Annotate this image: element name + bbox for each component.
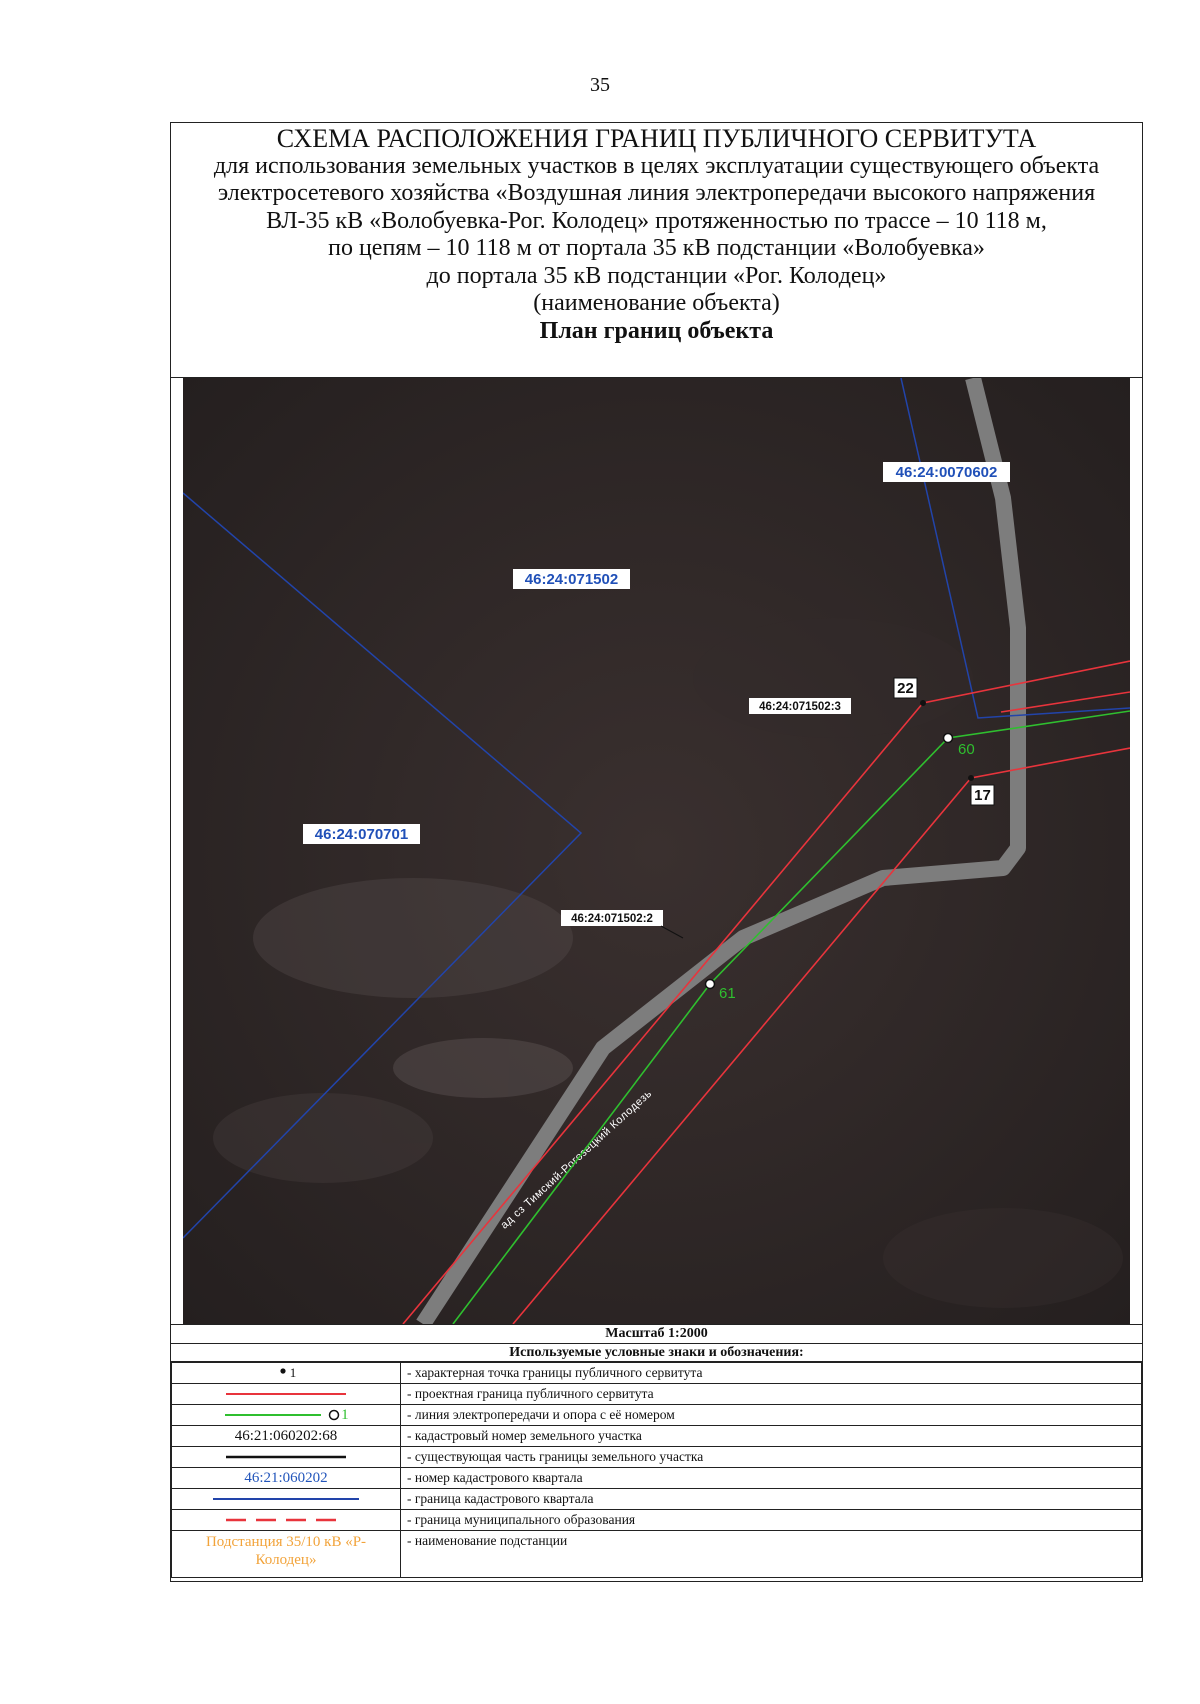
legend-table [171,1362,1142,1578]
svg-text:46:24:071502:2: 46:24:071502:2 [571,913,653,925]
legend-desc: - характерная точка границы публичного сервитута [401,1363,1142,1384]
legend-row [172,1363,1142,1384]
svg-text:46:24:071502:3: 46:24:071502:3 [759,701,841,713]
scale-text: Масштаб 1:2000 [171,1324,1142,1344]
legend-row [172,1426,1142,1447]
boundary-point-22 [920,700,926,706]
road-label: ад сз Тимский-Рогозецкий Колодезь [498,1087,655,1232]
svg-text:22: 22 [897,680,914,697]
legend-desc: - кадастровый номер земельного участка [401,1426,1142,1447]
legend-point-number: 1 [289,1364,297,1380]
legend-desc: - граница кадастрового квартала [401,1489,1142,1510]
legend-row [172,1531,1142,1578]
parcel-label-071502-3 [749,698,851,714]
parcel-label-071502-2 [561,910,663,926]
quarter-label-070701 [303,824,420,844]
legend-desc: - проектная граница публичного сервитута [401,1384,1142,1405]
legend-row [172,1447,1142,1468]
pole-61 [706,980,715,989]
legend-symbol-parcel-number: 46:21:060202:68 [172,1426,401,1447]
legend-symbol-substation: Подстанция 35/10 кВ «Р-Колодец» [172,1531,401,1578]
legend-symbol-quarter-number: 46:21:060202 [172,1468,401,1489]
legend-desc: - линия электропередачи и опора с её номером [401,1405,1142,1426]
svg-text:17: 17 [974,787,991,804]
legend-row [172,1405,1142,1426]
header-line: до портала 35 кВ подстанции «Рог. Колодец» [426,262,887,289]
legend-desc: - существующая часть границы земельного участка [401,1447,1142,1468]
point-label-17 [971,785,994,805]
header-line: для использования земельных участков в целях эксплуатации существующего объекта [213,152,1100,179]
point-label-22 [894,678,917,698]
header-line: ВЛ-35 кВ «Волобуевка-Рог. Колодец» протяженностью по трассе – 10 118 м, [266,207,1047,234]
svg-text:46:24:071502: 46:24:071502 [524,571,619,588]
legend-symbol-blue-line [172,1489,401,1510]
legend-symbol-point [172,1363,401,1384]
legend-row [172,1489,1142,1510]
legend-desc: - наименование подстанции [401,1531,1142,1578]
page-number: 35 [590,74,610,96]
legend-symbol-dashed-red-line [172,1510,401,1531]
pole-label-60: 60 [958,741,975,758]
legend-row [172,1384,1142,1405]
pole-60 [944,734,953,743]
legend-title: Используемые условные знаки и обозначения: [171,1344,1142,1362]
map [183,378,1130,1324]
quarter-label-0070602 [883,462,1010,482]
header-line: электросетевого хозяйства «Воздушная линия электропередачи высокого напряжения [217,180,1096,206]
boundary-point-17 [968,775,974,781]
legend-desc: - граница муниципального образования [401,1510,1142,1531]
legend-desc: - номер кадастрового квартала [401,1468,1142,1489]
legend-symbol-power-line [172,1405,401,1426]
legend-row [172,1510,1142,1531]
svg-text:46:24:0070602: 46:24:0070602 [895,464,998,481]
legend-pole-number: 1 [341,1406,349,1423]
pole-label-61: 61 [719,985,736,1002]
legend-row [172,1468,1142,1489]
legend-symbol-black-line [172,1447,401,1468]
map-svg [183,378,1130,1324]
document-frame [170,122,1143,1582]
plan-title: План границ объекта [539,317,774,344]
header-line: СХЕМА РАСПОЛОЖЕНИЯ ГРАНИЦ ПУБЛИЧНОГО СЕРВИТУТА [276,124,1037,153]
header [171,123,1142,378]
header-line: (наименование объекта) [533,290,780,316]
header-line: по цепям – 10 118 м от портала 35 кВ подстанции «Волобуевка» [328,235,985,261]
svg-text:46:24:070701: 46:24:070701 [314,826,409,843]
quarter-label-071502 [513,569,630,589]
legend-symbol-red-line [172,1384,401,1405]
